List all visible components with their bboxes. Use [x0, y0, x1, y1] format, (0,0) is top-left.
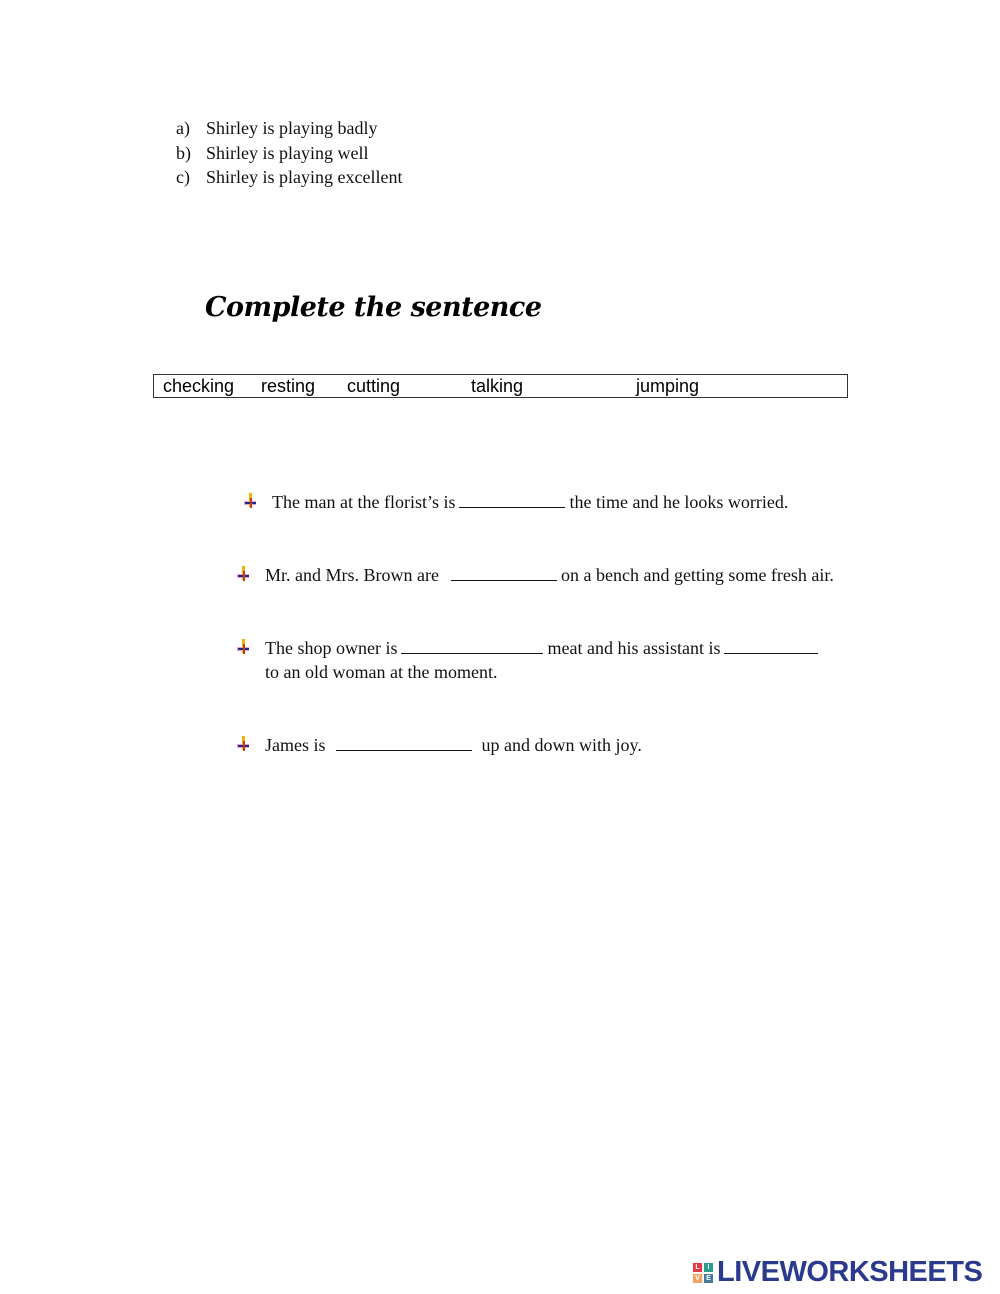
sentence-text: up and down with joy. — [481, 735, 642, 755]
section-heading: Complete the sentence — [205, 292, 542, 323]
logo-tile: V — [693, 1274, 702, 1283]
liveworksheets-logo — [693, 1256, 982, 1289]
option-a — [176, 118, 377, 139]
word-bank-item: checking — [163, 376, 235, 396]
answer-blank-2[interactable] — [451, 564, 557, 581]
word-bank-item: resting — [261, 376, 316, 396]
option-c — [176, 167, 402, 188]
option-letter: b) — [176, 143, 191, 163]
sentence-text: Mr. and Mrs. Brown are — [265, 565, 439, 585]
sentence-4 — [265, 733, 642, 757]
answer-blank-1[interactable] — [459, 491, 565, 508]
logo-badge-icon — [693, 1263, 713, 1283]
bullet-icon — [241, 492, 259, 510]
sentence-2 — [265, 563, 834, 587]
option-b — [176, 143, 368, 164]
sentence-text: The shop owner is — [265, 638, 398, 658]
logo-tile: L — [693, 1263, 702, 1272]
logo-text: LIVEWORKSHEETS — [717, 1256, 983, 1288]
logo-tile: E — [704, 1274, 713, 1283]
sentence-3-line-2: to an old woman at the moment. — [265, 662, 498, 682]
sentence-1 — [272, 490, 788, 514]
option-letter: a) — [176, 118, 190, 138]
sentence-text: James is — [265, 735, 326, 755]
sentence-text: The man at the florist’s is — [272, 492, 456, 512]
sentence-text: on a bench and getting some fresh air. — [560, 565, 834, 585]
word-bank-item: talking — [471, 376, 524, 396]
bullet-icon — [234, 638, 252, 656]
answer-blank-4[interactable] — [724, 637, 818, 654]
option-text: Shirley is playing badly — [206, 118, 378, 138]
option-letter: c) — [176, 167, 190, 187]
answer-blank-5[interactable] — [336, 734, 472, 751]
bullet-icon — [234, 565, 252, 583]
sentence-text: the time and he looks worried. — [569, 492, 789, 512]
option-text: Shirley is playing well — [206, 143, 369, 163]
sentence-text: meat and his assistant is — [547, 638, 721, 658]
option-text: Shirley is playing excellent — [206, 167, 403, 187]
word-bank-item: cutting — [347, 376, 401, 396]
logo-tile: I — [704, 1263, 713, 1272]
word-bank-item: jumping — [636, 376, 700, 396]
sentence-3 — [265, 636, 822, 660]
word-bank — [153, 374, 848, 398]
bullet-icon — [234, 735, 252, 753]
answer-blank-3[interactable] — [401, 637, 543, 654]
